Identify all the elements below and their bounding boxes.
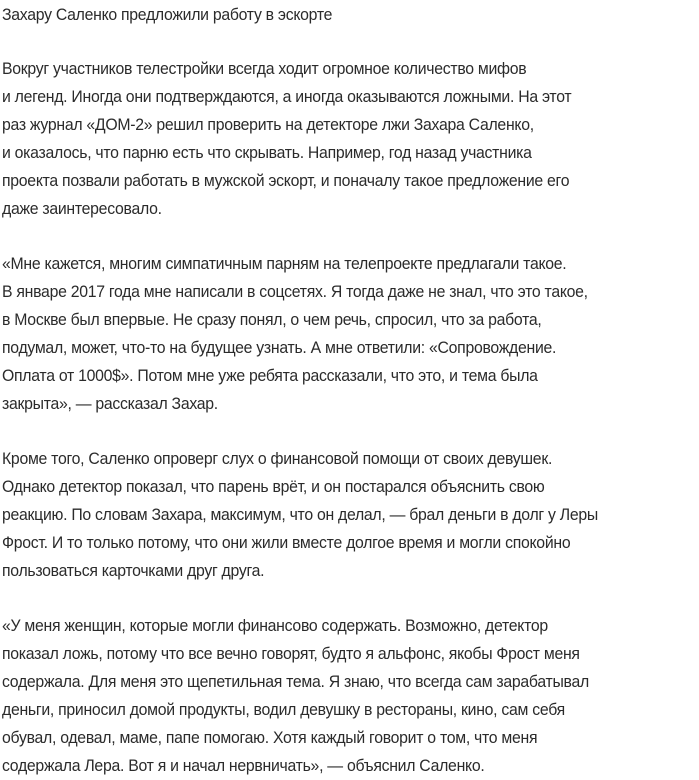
paragraph-intro <box>2 55 699 223</box>
article <box>0 4 699 780</box>
text-line: реакцию. По словам Захара, максимум, что он делал, — брал деньги в долг у Леры <box>2 505 598 524</box>
text-line: «Мне кажется, многим симпатичным парням на телепроекте предлагали такое. <box>2 254 567 273</box>
text-line: деньги, приносил домой продукты, водил девушку в рестораны, кино, сам себя <box>2 700 565 719</box>
paragraph-quote-2 <box>2 612 699 780</box>
paragraph-detector <box>2 445 699 585</box>
text-line: и легенд. Иногда они подтверждаются, а иногда оказываются ложными. На этот <box>2 87 572 106</box>
text-line: показал ложь, потому что все вечно говорят, будто я альфонс, якобы Фрост меня <box>2 644 580 663</box>
text-line: Вокруг участников телестройки всегда ходит огромное количество мифов <box>2 59 527 78</box>
text-line: раз журнал «ДОМ-2» решил проверить на детекторе лжи Захара Саленко, <box>2 115 534 134</box>
text-line: в Москве был впервые. Не сразу понял, о чем речь, спросил, что за работа, <box>2 310 542 329</box>
text-line: обувал, одевал, маме, папе помогаю. Хотя каждый говорит о том, что меня <box>2 728 538 747</box>
text-line: закрыта», — рассказал Захар. <box>2 394 218 413</box>
text-line: содержала Лера. Вот я и начал нервничать», — объяснил Саленко. <box>2 756 485 775</box>
text-line: Однако детектор показал, что парень врёт, и он постарался объяснить свою <box>2 477 545 496</box>
text-line: Кроме того, Саленко опроверг слух о финансовой помощи от своих девушек. <box>2 449 553 468</box>
text-line: даже заинтересовало. <box>2 199 162 218</box>
article-title: Захару Саленко предложили работу в эскорте <box>2 5 333 24</box>
text-line: и оказалось, что парню есть что скрывать. Например, год назад участника <box>2 143 532 162</box>
text-line: подумал, может, что-то на будущее узнать. А мне ответили: «Сопровождение. <box>2 338 557 357</box>
text-line: пользоваться карточками друг друга. <box>2 561 265 580</box>
text-line: Фрост. И то только потому, что они жили вместе долгое время и могли спокойно <box>2 533 571 552</box>
text-line: Оплата от 1000$». Потом мне уже ребята рассказали, что это, и тема была <box>2 366 538 385</box>
text-line: проекта позвали работать в мужской эскорт, и поначалу такое предложение его <box>2 171 570 190</box>
text-line: «У меня женщин, которые могли финансово содержать. Возможно, детектор <box>2 616 548 635</box>
paragraph-quote-1 <box>2 250 699 418</box>
text-line: содержала. Для меня это щепетильная тема. Я знаю, что всегда сам зарабатывал <box>2 672 589 691</box>
text-line: В январе 2017 года мне написали в соцсетях. Я тогда даже не знал, что это такое, <box>2 282 588 301</box>
